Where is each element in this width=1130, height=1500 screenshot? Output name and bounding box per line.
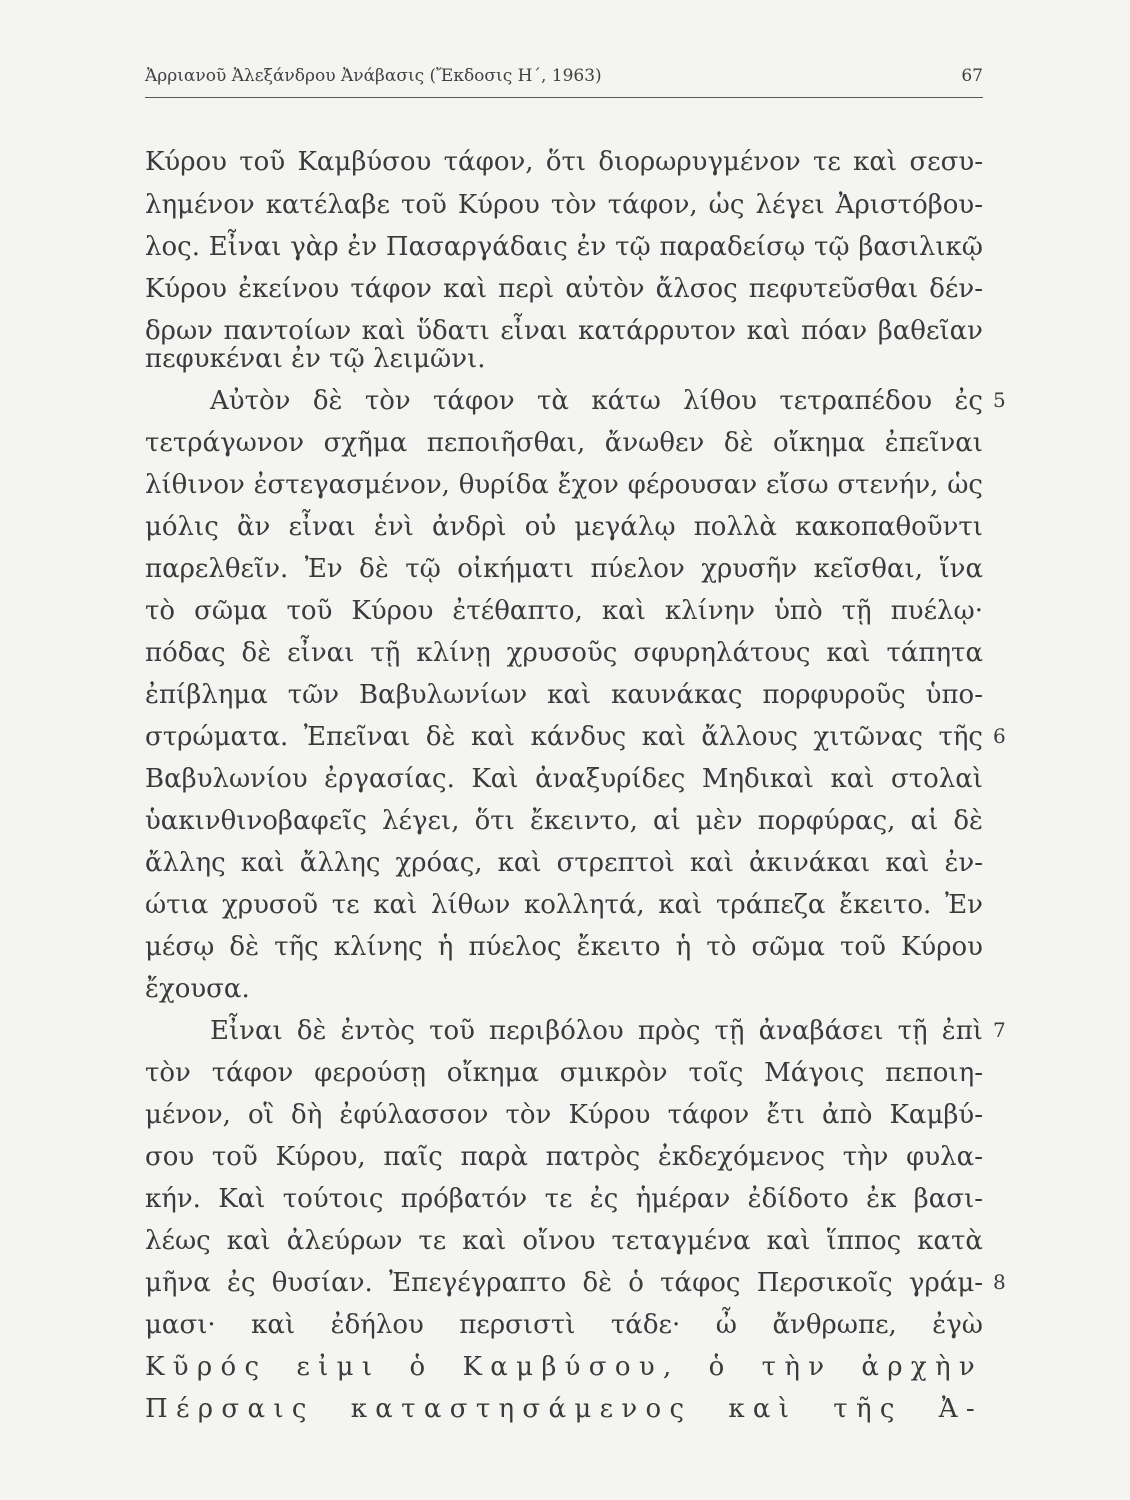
margin-section-number: 5 bbox=[993, 388, 1006, 412]
text-line: πόδας δὲ εἶναι τῇ κλίνῃ χρυσοῦς σφυρηλάτους καὶ τάπητα bbox=[145, 638, 983, 668]
text-line: μένον, οἳ δὴ ἐφύλασσον τὸν Κύρου τάφον ἔτι ἀπὸ Καμβύ- bbox=[145, 1100, 983, 1130]
header-rule bbox=[145, 97, 983, 98]
text-line: τὸ σῶμα τοῦ Κύρου ἐτέθαπτο, καὶ κλίνην ὑπὸ τῇ πυέλῳ· bbox=[145, 596, 983, 626]
text-line: μῆνα ἐς θυσίαν. Ἐπεγέγραπτο δὲ ὁ τάφος Περσικοῖς γράμ- bbox=[145, 1268, 983, 1298]
header-title: Ἀρριανοῦ Ἀλεξάνδρου Ἀνάβασις (Ἔκδοσις Η΄, 1963) bbox=[145, 66, 602, 86]
text-line: στρώματα. Ἐπεῖναι δὲ καὶ κάνδυς καὶ ἄλλους χιτῶνας τῆς bbox=[145, 722, 983, 752]
text-line: δρων παντοίων καὶ ὕδατι εἶναι κατάρρυτον καὶ πόαν βαθεῖαν bbox=[145, 316, 983, 346]
margin-section-number: 7 bbox=[993, 1018, 1006, 1042]
text-line: Αὐτὸν δὲ τὸν τάφον τὰ κάτω λίθου τετραπέδου ἐς bbox=[210, 386, 983, 416]
text-line: Κύρου ἐκείνου τάφον καὶ περὶ αὐτὸν ἄλσος πεφυτεῦσθαι δέν- bbox=[145, 274, 983, 304]
text-line: παρελθεῖν. Ἐν δὲ τῷ οἰκήματι πύελον χρυσῆν κεῖσθαι, ἵνα bbox=[145, 554, 983, 584]
page-number: 67 bbox=[961, 66, 983, 86]
text-line: λημένον κατέλαβε τοῦ Κύρου τὸν τάφον, ὡς λέγει Ἀριστόβου- bbox=[145, 190, 983, 220]
text-line: σου τοῦ Κύρου, παῖς παρὰ πατρὸς ἐκδεχόμενος τὴν φυλα- bbox=[145, 1142, 983, 1172]
text-line: λέως καὶ ἀλεύρων τε καὶ οἴνου τεταγμένα καὶ ἵππος κατὰ bbox=[145, 1226, 983, 1256]
text-line: πεφυκέναι ἐν τῷ λειμῶνι. bbox=[145, 344, 486, 374]
margin-section-number: 6 bbox=[993, 724, 1006, 748]
text-line: ἔχουσα. bbox=[145, 974, 250, 1004]
text-line: Βαβυλωνίου ἐργασίας. Καὶ ἀναξυρίδες Μηδικαὶ καὶ στολαὶ bbox=[145, 764, 983, 794]
text-line: ἄλλης καὶ ἄλλης χρόας, καὶ στρεπτοὶ καὶ ἀκινάκαι καὶ ἐν- bbox=[145, 848, 983, 878]
text-line: τετράγωνον σχῆμα πεποιῆσθαι, ἄνωθεν δὲ οἴκημα ἐπεῖναι bbox=[145, 428, 983, 458]
text-line: μέσῳ δὲ τῆς κλίνης ἡ πύελος ἔκειτο ἡ τὸ σῶμα τοῦ Κύρου bbox=[145, 932, 983, 962]
text-line: μόλις ἂν εἶναι ἑνὶ ἀνδρὶ οὐ μεγάλῳ πολλὰ κακοπαθοῦντι bbox=[145, 512, 983, 542]
text-line: λίθινον ἐστεγασμένον, θυρίδα ἔχον φέρουσαν εἴσω στενήν, ὡς bbox=[145, 470, 983, 500]
text-line-spaced: Πέρσαις καταστησάμενος καὶ τῆς Ἀ- bbox=[145, 1394, 983, 1424]
text-line: τὸν τάφον φερούσῃ οἴκημα σμικρὸν τοῖς Μάγοις πεποιη- bbox=[145, 1058, 983, 1088]
text-line: λος. Εἶναι γὰρ ἐν Πασαργάδαις ἐν τῷ παραδείσῳ τῷ βασιλικῷ bbox=[145, 232, 983, 262]
margin-section-number: 8 bbox=[993, 1270, 1006, 1294]
text-line: ἐπίβλημα τῶν Βαβυλωνίων καὶ καυνάκας πορφυροῦς ὑπο- bbox=[145, 680, 983, 710]
text-line: Κύρου τοῦ Καμβύσου τάφον, ὅτι διορωρυγμένον τε καὶ σεσυ- bbox=[145, 147, 983, 177]
text-line: ὑακινθινοβαφεῖς λέγει, ὅτι ἔκειντο, αἱ μὲν πορφύρας, αἱ δὲ bbox=[145, 806, 983, 836]
running-header bbox=[145, 66, 983, 96]
text-line: μασι· καὶ ἐδήλου περσιστὶ τάδε· ὦ ἄνθρωπε, ἐγὼ bbox=[145, 1310, 983, 1340]
text-line: κήν. Καὶ τούτοις πρόβατόν τε ἐς ἡμέραν ἐδίδοτο ἐκ βασι- bbox=[145, 1184, 983, 1214]
text-line-spaced: Κῦρός εἰμι ὁ Καμβύσου, ὁ τὴν ἀρχὴν bbox=[145, 1352, 983, 1382]
text-line: ώτια χρυσοῦ τε καὶ λίθων κολλητά, καὶ τράπεζα ἔκειτο. Ἐν bbox=[145, 890, 983, 920]
text-line: Εἶναι δὲ ἐντὸς τοῦ περιβόλου πρὸς τῇ ἀναβάσει τῇ ἐπὶ bbox=[210, 1016, 983, 1046]
